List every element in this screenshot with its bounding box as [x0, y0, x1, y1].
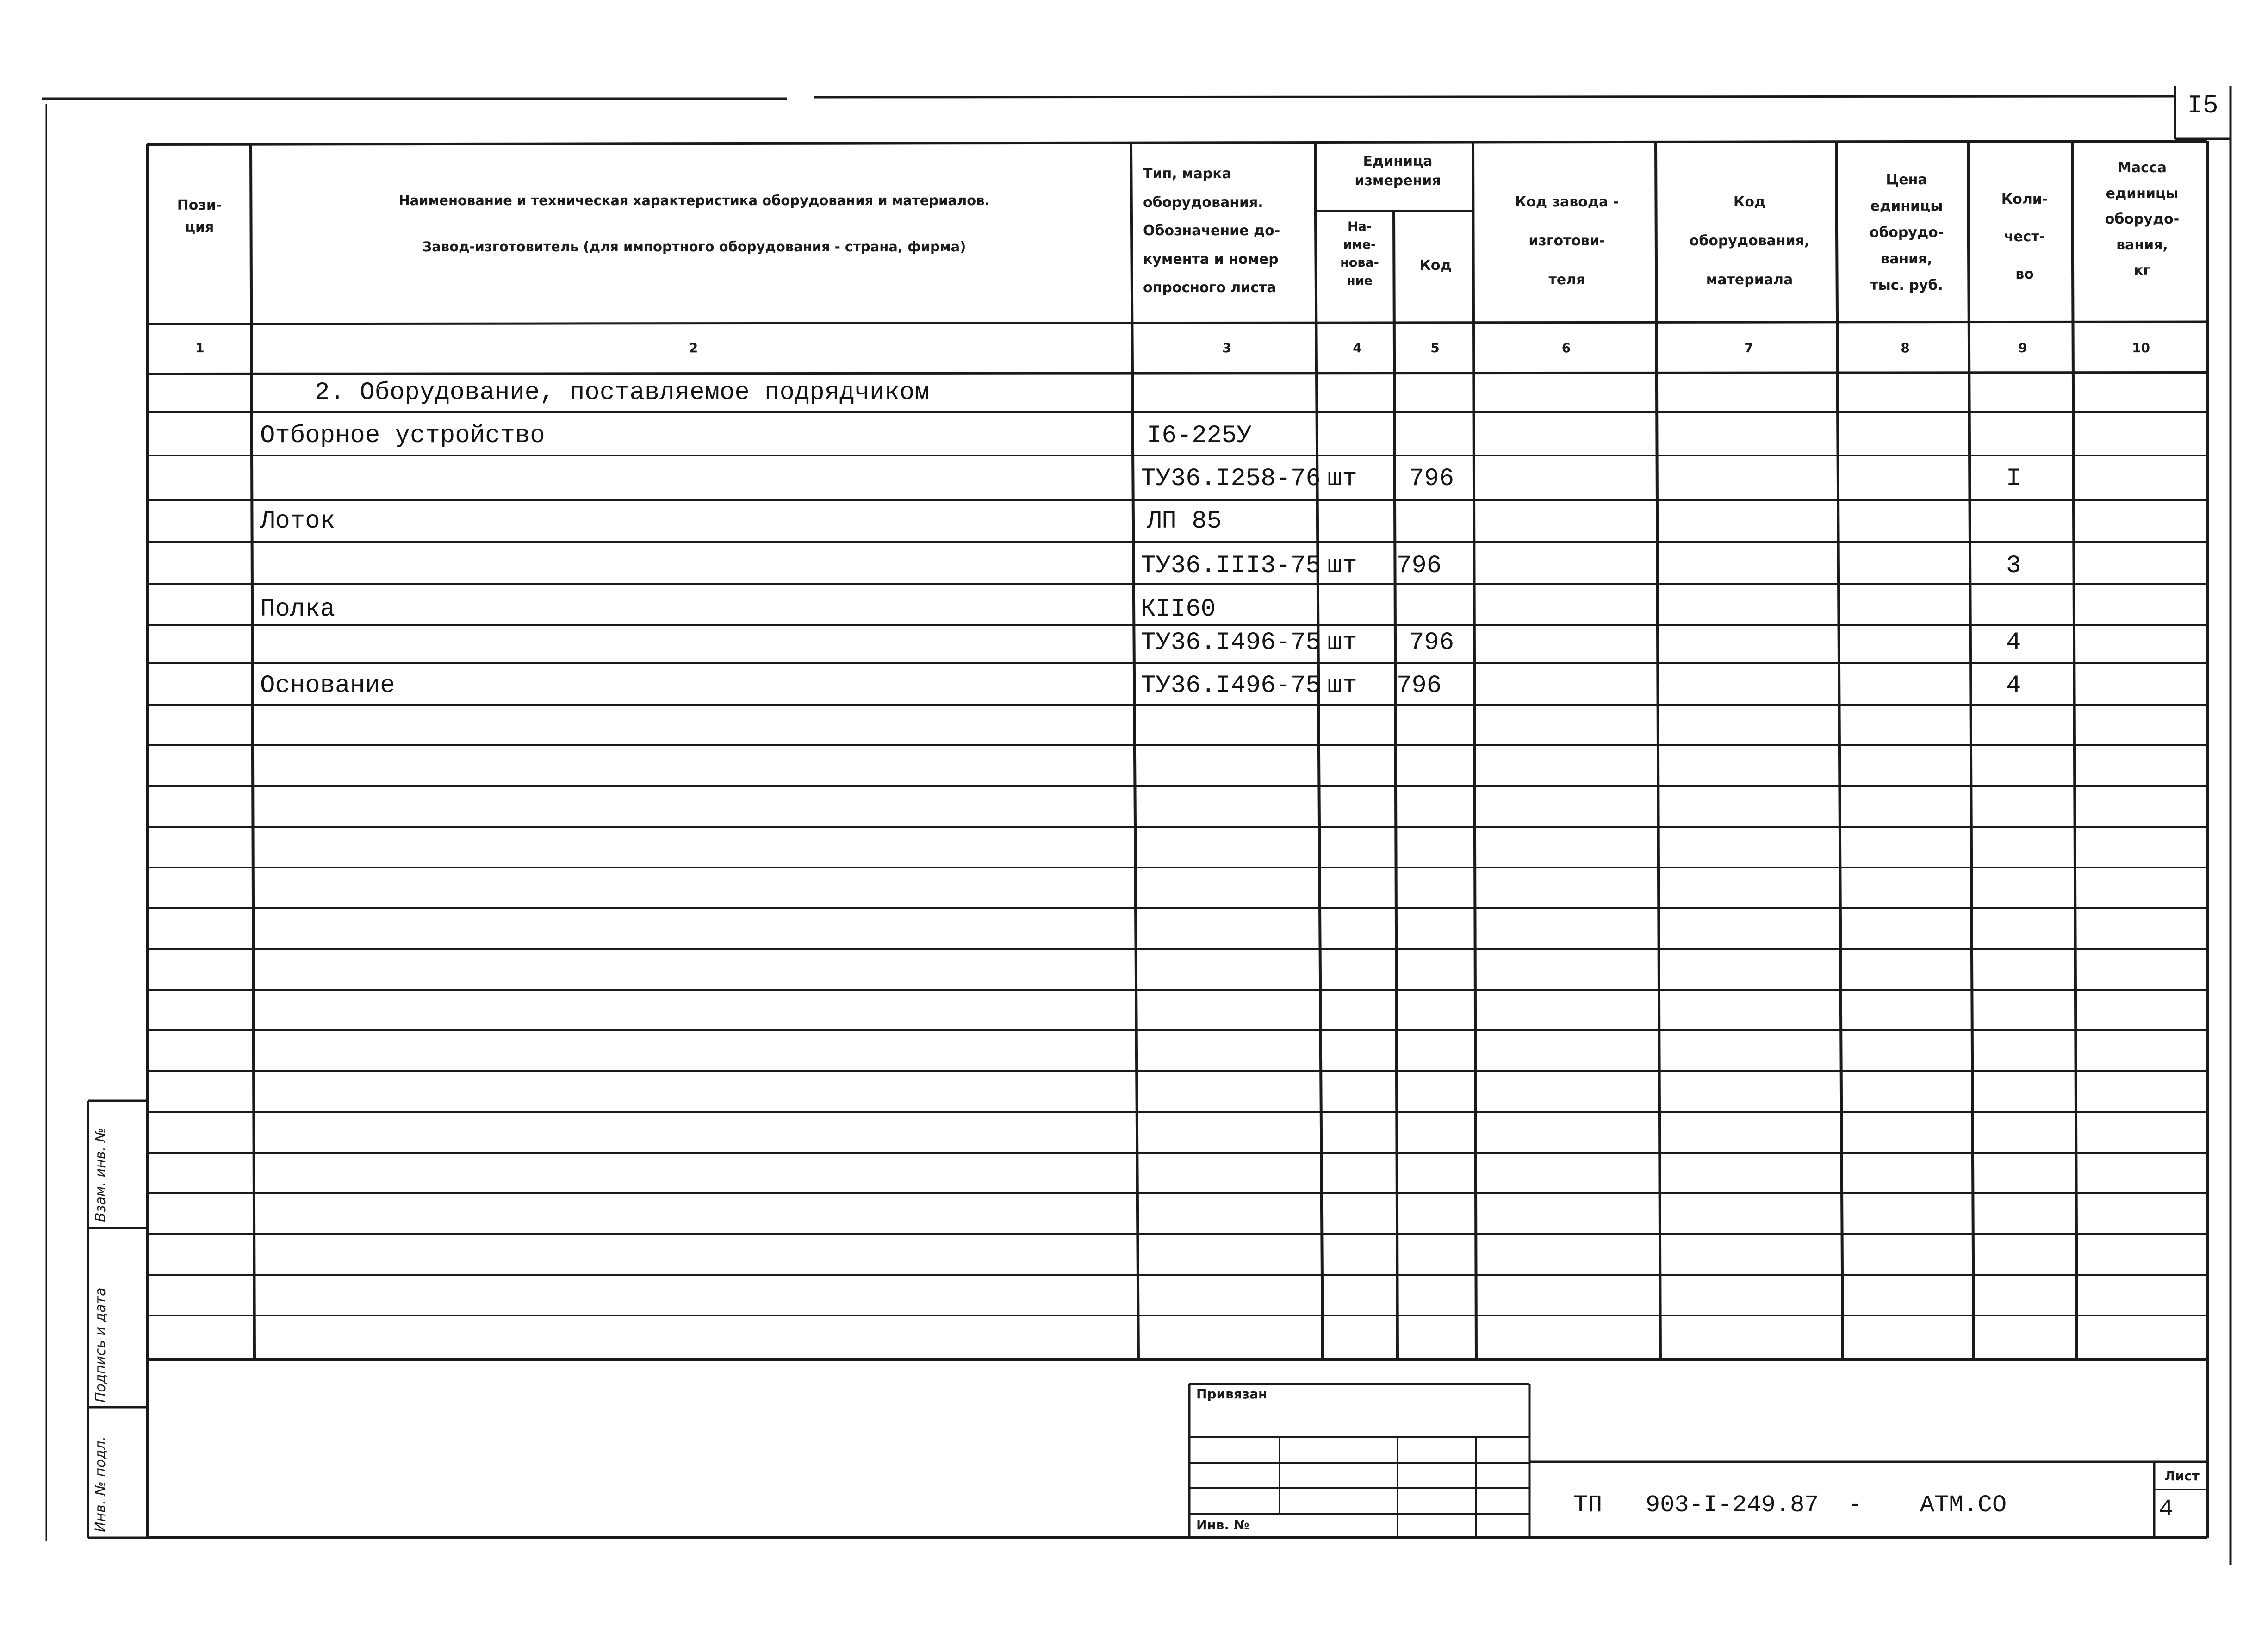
- row-name: Лоток: [260, 507, 336, 536]
- row-qty: 3: [2006, 552, 2021, 580]
- colnum-4: 4: [1353, 340, 1362, 355]
- row-type: КII60: [1141, 595, 1216, 624]
- header-name-line2: Завод-изготовитель (для импортного оборудования - страна, фирма): [422, 239, 966, 255]
- stamp-inv-no: Инв. №: [1196, 1517, 1249, 1533]
- side-label-vzam: Взам. инв. №: [93, 1128, 109, 1222]
- sheet-label: Лист: [2164, 1468, 2200, 1484]
- header-position: Пози- ция: [177, 197, 222, 236]
- header-quantity: Коли- чест- во: [2001, 191, 2048, 282]
- sheet-corner-number: I5: [2187, 91, 2218, 120]
- stamp-privyazan: Привязан: [1196, 1386, 1268, 1402]
- sheet-number: 4: [2159, 1496, 2174, 1523]
- row-code: 796: [1409, 629, 1454, 657]
- row-type: ЛП 85: [1147, 507, 1222, 536]
- row-qty: I: [2006, 465, 2021, 493]
- header-unit-code: Код: [1419, 257, 1452, 274]
- row-type: ТУ36.I258-76: [1141, 465, 1321, 493]
- colnum-9: 9: [2018, 340, 2027, 355]
- header-unit-name: На- име- нова- ние: [1340, 219, 1379, 288]
- row-type: ТУ36.I496-75: [1141, 629, 1321, 657]
- header-name-line1: Наименование и техническая характеристика оборудования и материалов.: [398, 193, 990, 208]
- side-label-inv-podl: Инв. № подл.: [93, 1436, 109, 1532]
- row-type: ТУ36.III3-75: [1141, 552, 1321, 580]
- row-code: 796: [1397, 552, 1442, 580]
- colnum-6: 6: [1561, 340, 1571, 355]
- row-name: Полка: [260, 595, 336, 624]
- row-unit: шт: [1327, 552, 1357, 580]
- header-mass: Масса единицы оборудо- вания, кг: [2105, 160, 2180, 279]
- colnum-3: 3: [1222, 340, 1231, 355]
- header-price: Цена единицы оборудо- вания, тыс. руб.: [1869, 172, 1944, 293]
- row-name: Отборное устройство: [260, 422, 545, 450]
- colnum-5: 5: [1430, 340, 1440, 355]
- row-qty: 4: [2006, 629, 2021, 657]
- colnum-7: 7: [1744, 340, 1753, 355]
- document-code: ТП 903-I-249.87 - АТМ.СО: [1573, 1491, 2007, 1519]
- row-type: ТУ36.I496-75: [1141, 672, 1321, 700]
- row-unit: шт: [1327, 672, 1357, 700]
- colnum-2: 2: [689, 340, 698, 355]
- row-code: 796: [1397, 672, 1442, 700]
- section-title: 2. Оборудование, поставляемое подрядчиком: [315, 379, 930, 407]
- side-label-podpis: Подпись и дата: [93, 1287, 109, 1403]
- colnum-10: 10: [2132, 340, 2150, 355]
- header-factory-code: Код завода - изготови- теля: [1515, 194, 1619, 288]
- header-equipment-code: Код оборудования, материала: [1689, 194, 1810, 288]
- row-name: Основание: [260, 672, 395, 700]
- header-type: Тип, марка оборудования. Обозначение до- кумента и номер опросного листа: [1143, 166, 1280, 296]
- row-qty: 4: [2006, 672, 2021, 700]
- row-type: I6-225У: [1147, 422, 1252, 450]
- header-unit-group: Единица измерения: [1355, 153, 1441, 189]
- colnum-1: 1: [195, 340, 205, 355]
- colnum-8: 8: [1901, 340, 1910, 355]
- row-unit: шт: [1327, 465, 1357, 493]
- row-code: 796: [1409, 465, 1454, 493]
- row-unit: шт: [1327, 629, 1357, 657]
